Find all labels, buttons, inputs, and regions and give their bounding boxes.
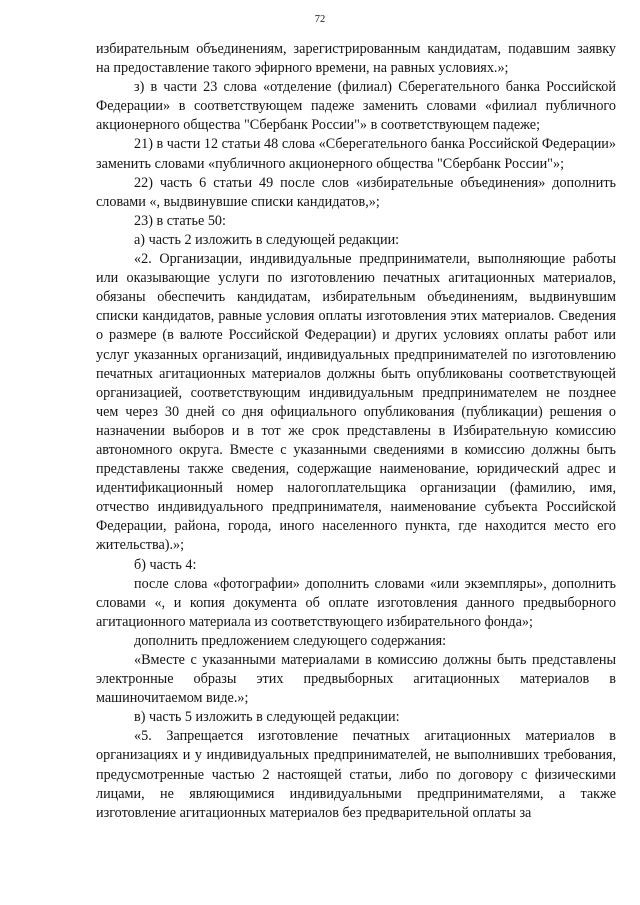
page-number: 72 xyxy=(314,14,326,25)
paragraph-quote-electronic: «Вместе с указанными материалами в комиссию должны быть представлены электронные образы этих предвыборных агитационных материалов в машиночитаемом виде.»; xyxy=(96,652,616,707)
paragraph-item-23: 23) в статье 50: xyxy=(134,212,226,229)
paragraph-item-21: 21) в части 12 статьи 48 слова «Сберегательного банка Российской Федерации» заменить словами «публичного акционерного общества "Сбербанк России"»; xyxy=(96,136,616,172)
paragraph-after-photo: после слова «фотографии» дополнить словами «или экземпляры», дополнить словами «, и копия документа об оплате изготовления данного предвыборного агитационного материала из соответствующего избирательного фонда»; xyxy=(96,575,616,630)
paragraph-item-22: 22) часть 6 статьи 49 после слов «избирательные объединения» дополнить словами «, выдвинувшие списки кандидатов,»; xyxy=(96,174,616,210)
paragraph-continuation: избирательным объединениям, зарегистрированным кандидатам, подавшим заявку на предоставление такого эфирного времени, на равных условиях.»; xyxy=(96,41,616,77)
paragraph-quote-part-5: «5. Запрещается изготовление печатных агитационных материалов в организациях и у индивидуальных предпринимателей, не выполнивших требования, предусмотренные частью 2 настоящей статьи, либо по договору с физическими лицами, не являющимися индивидуальными предпринимателями, а также изготовление агитационных материалов без предварительной оплаты за xyxy=(96,728,616,821)
paragraph-subitem-a: а) часть 2 изложить в следующей редакции: xyxy=(134,231,400,248)
paragraph-subitem-b: б) часть 4: xyxy=(134,556,197,573)
paragraph-quote-part-2: «2. Организации, индивидуальные предприниматели, выполняющие работы или оказывающие услуги по изготовлению печатных агитационных материалов, обязаны обеспечить кандидатам, избирательным объединениям, выдвинувшим списки кандидатов, равные условия оплаты изготовления этих материалов. Сведения о размере (в валюте Российской Федерации) и других условиях оплаты работ или услуг указанных организаций, индивидуальных предпринимателей по изготовлению печатных агитационных материалов должны быть опубликованы соответствующей организацией, соответствующим индивидуальным предпринимателем не позднее чем через 30 дней со дня официального опубликования (публикации) решения о назначении выборов и в тот же срок представлены в Избирательную комиссию автономного округа. Вместе с указанными сведениями в комиссию должны быть представлены также сведения, содержащие наименование, юридический адрес и идентификационный номер налогоплательщика организации (фамилию, имя, отчество индивидуального предпринимателя, наименование субъекта Российской Федерации, района, города, иного населенного пункта, где находится место его жительства).»; xyxy=(96,251,616,554)
document-body xyxy=(96,40,616,823)
paragraph-add-sentence: дополнить предложением следующего содержания: xyxy=(134,632,447,649)
paragraph-item-z: з) в части 23 слова «отделение (филиал) Сберегательного банка Российской Федерации» в соответствующем падеже заменить словами «филиал публичного акционерного общества "Сбербанк России"» в соответствующем падеже; xyxy=(96,79,616,134)
paragraph-subitem-v: в) часть 5 изложить в следующей редакции: xyxy=(134,709,400,726)
